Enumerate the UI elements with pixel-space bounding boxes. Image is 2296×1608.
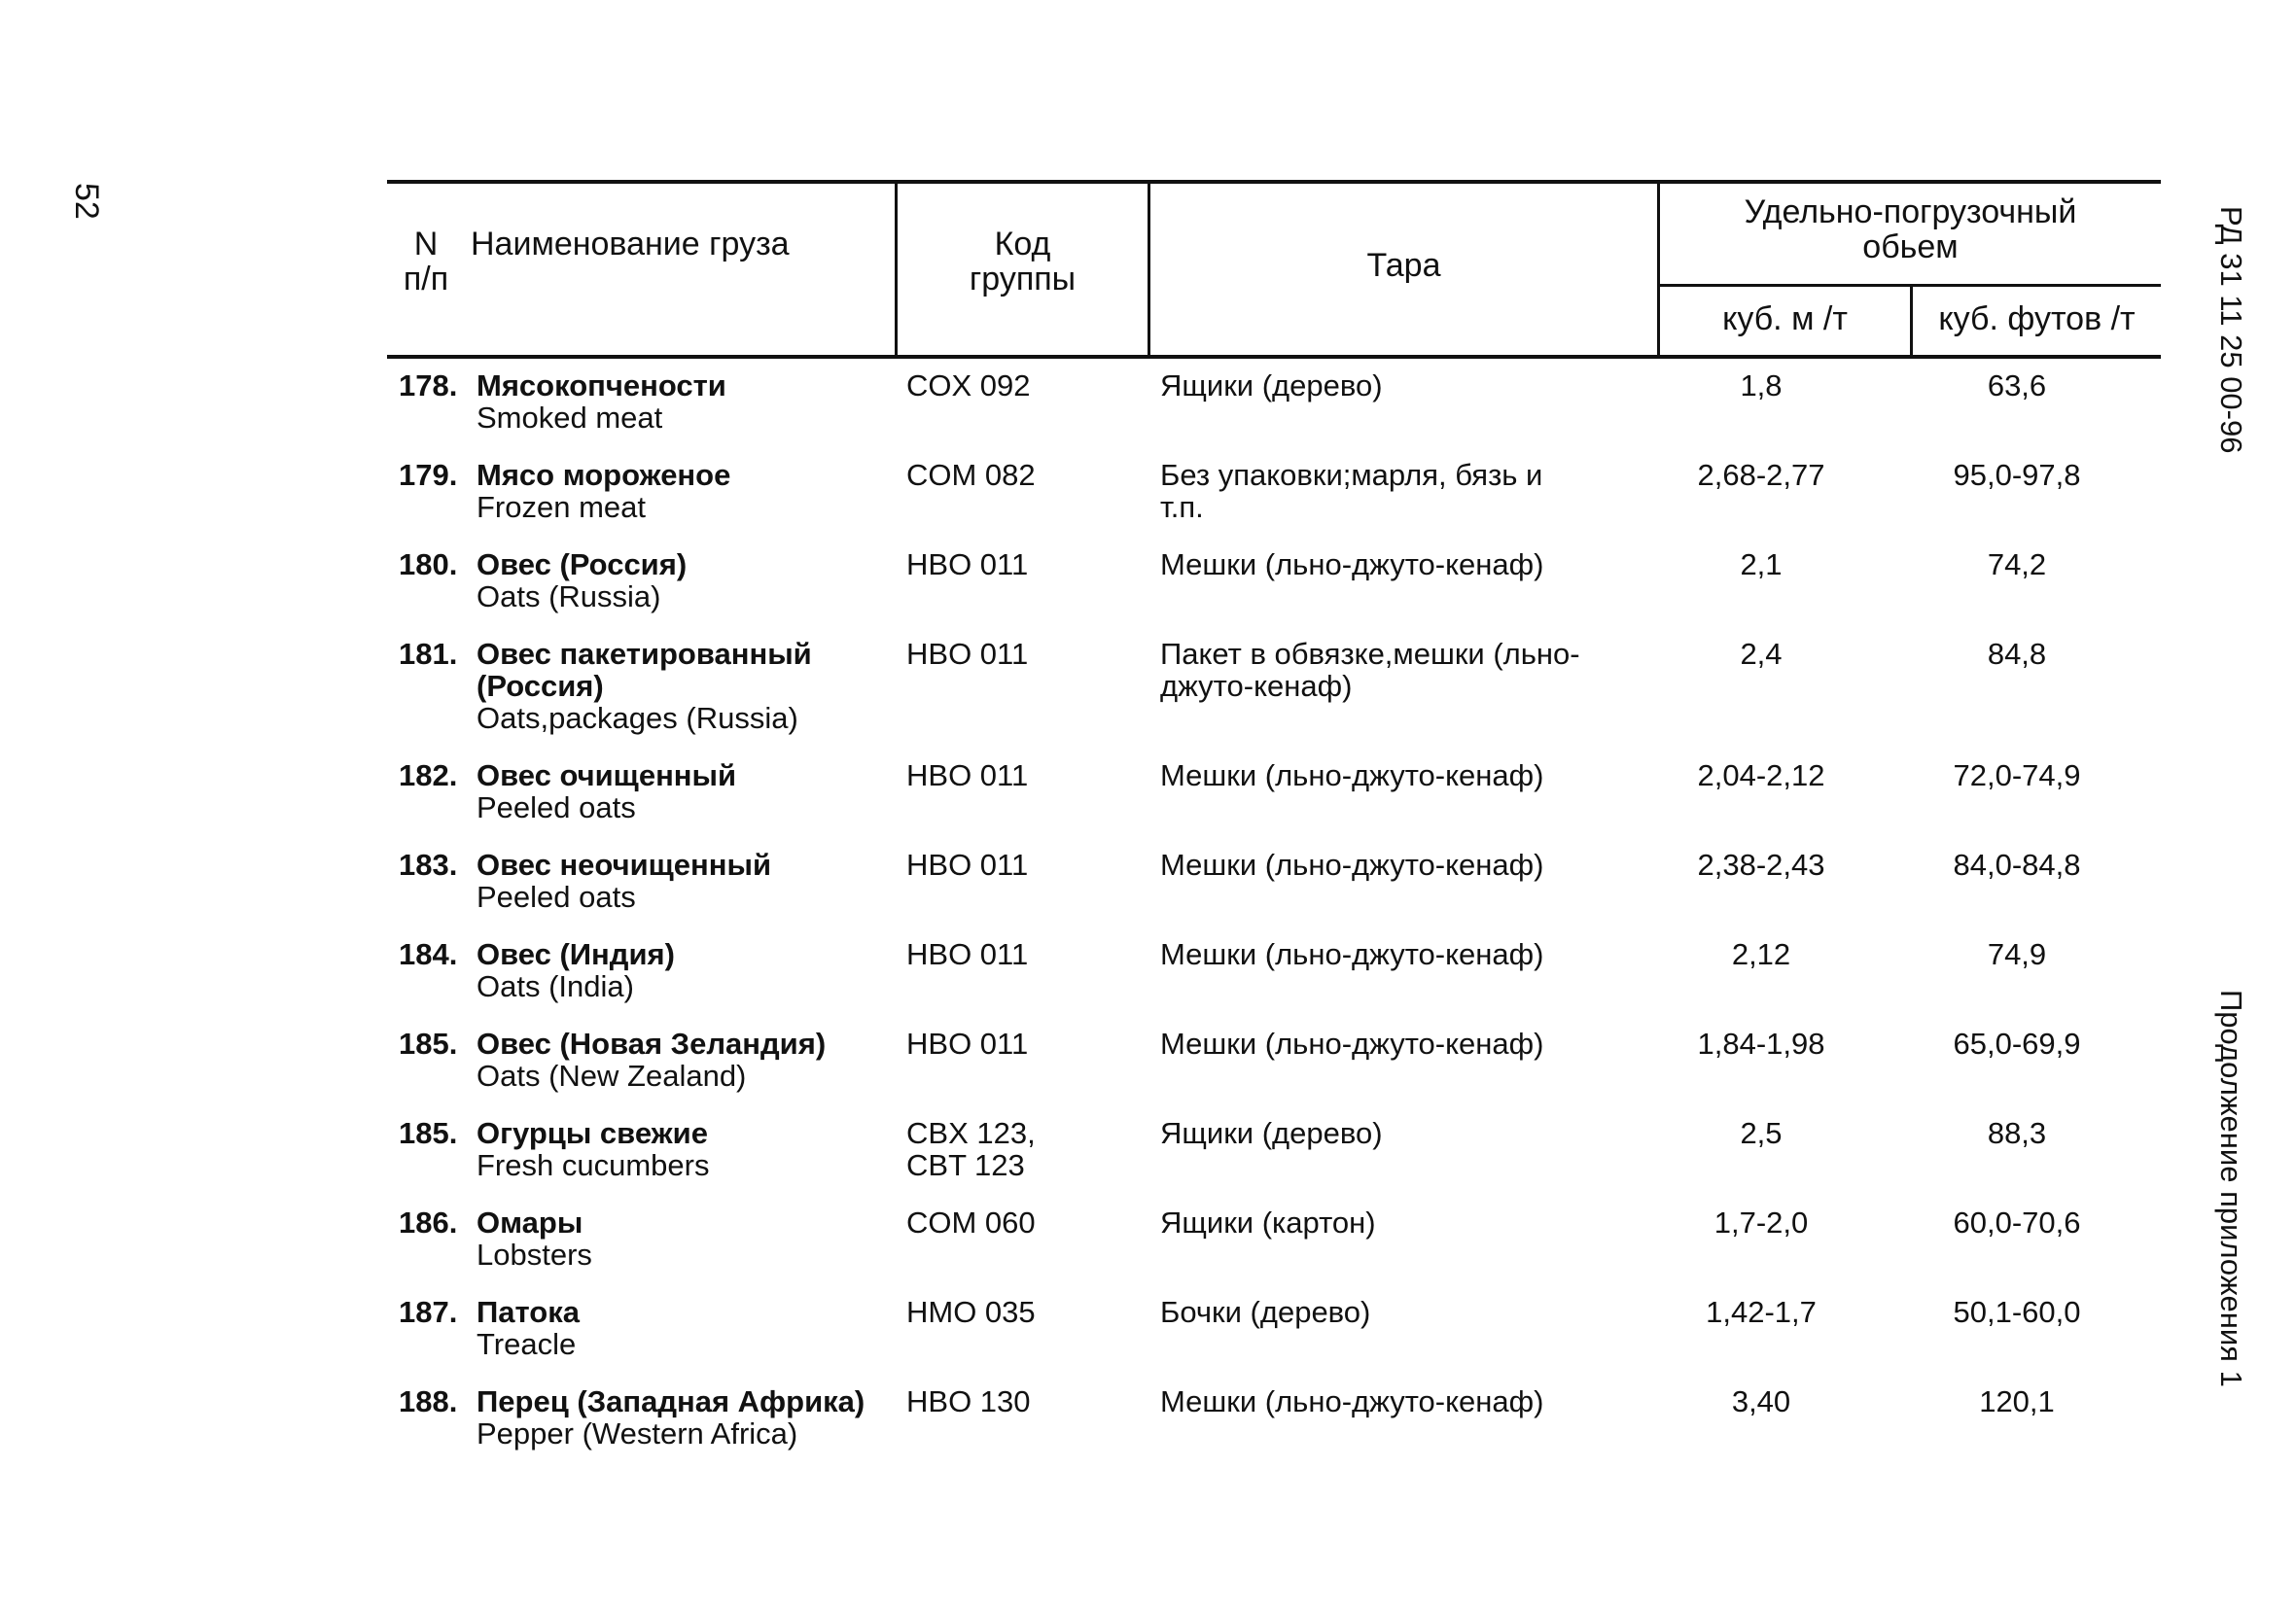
- row-number: 187.: [399, 1295, 458, 1329]
- table-row: [387, 1028, 2161, 1115]
- cargo-name: [477, 849, 885, 913]
- cargo-name-en: Oats (New Zealand): [477, 1059, 747, 1093]
- volume-ft3-per-t: 120,1: [1979, 1384, 2055, 1418]
- appendix-continuation-label: Продолжение приложения 1: [2214, 990, 2248, 1387]
- cargo-name-ru: Овес (Новая Зеландия): [477, 1027, 827, 1061]
- packaging: Мешки (льно-джуто-кенаф): [1160, 848, 1544, 882]
- group-code: HMO 035: [906, 1295, 1036, 1329]
- row-number: 188.: [399, 1384, 458, 1418]
- group-code: COM 082: [906, 458, 1036, 492]
- packaging: Ящики (дерево): [1160, 1116, 1383, 1150]
- cargo-name-en: Treacle: [477, 1327, 577, 1361]
- volume-ft3-per-t: 88,3: [1987, 1116, 2047, 1150]
- volume-m3-per-t: 2,1: [1740, 547, 1783, 581]
- group-code: HBO 011: [906, 937, 1029, 971]
- cargo-name-ru: Овес очищенный: [477, 758, 737, 792]
- cargo-name-ru: Овес (Россия): [477, 547, 688, 581]
- cargo-name-ru: Перец (Западная Африка): [477, 1384, 865, 1418]
- cargo-name: [477, 1117, 885, 1181]
- table-top-rule: [387, 180, 2161, 184]
- table-row: [387, 849, 2161, 936]
- volume-ft3-per-t: 95,0-97,8: [1953, 458, 2081, 492]
- cargo-name-en: Oats (India): [477, 969, 634, 1003]
- volume-ft3-per-t: 50,1-60,0: [1953, 1295, 2081, 1329]
- volume-m3-per-t: 1,84-1,98: [1697, 1027, 1825, 1061]
- group-code: HBO 130: [906, 1384, 1031, 1418]
- cargo-name-ru: Патока: [477, 1295, 580, 1329]
- cargo-name-ru: Овес неочищенный: [477, 848, 772, 882]
- cargo-table: [387, 180, 2161, 1473]
- table-row: [387, 1206, 2161, 1294]
- volume-ft3-per-t: 63,6: [1987, 368, 2047, 402]
- packaging: Мешки (льно-джуто-кенаф): [1160, 1384, 1544, 1418]
- volume-m3-per-t: 1,7-2,0: [1713, 1206, 1809, 1240]
- group-code: COX 092: [906, 368, 1031, 402]
- cargo-name: [477, 369, 885, 434]
- volume-ft3-per-t: 60,0-70,6: [1953, 1206, 2081, 1240]
- cargo-name-en: Pepper (Western Africa): [477, 1416, 798, 1451]
- volume-ft3-per-t: 74,2: [1987, 547, 2047, 581]
- volume-ft3-per-t: 65,0-69,9: [1953, 1027, 2081, 1061]
- volume-m3-per-t: 2,68-2,77: [1697, 458, 1825, 492]
- cargo-name-en: Frozen meat: [477, 490, 647, 524]
- group-code: HBO 011: [906, 848, 1029, 882]
- group-code: HBO 011: [906, 1027, 1029, 1061]
- row-number: 183.: [399, 848, 458, 882]
- row-number: 185.: [399, 1027, 458, 1061]
- header-num: N п/п: [403, 226, 449, 297]
- row-number: 179.: [399, 458, 458, 492]
- volume-m3-per-t: 3,40: [1731, 1384, 1791, 1418]
- cargo-name-ru: Мясо мороженое: [477, 458, 731, 492]
- header-group-code: Код группы: [969, 226, 1077, 297]
- header-bottom-rule: [387, 355, 2161, 359]
- cargo-name: [477, 638, 885, 734]
- page-number: 52: [68, 183, 105, 220]
- cargo-name-ru: Мясокопчености: [477, 368, 726, 402]
- volume-header-divider: [1657, 284, 2161, 287]
- row-number: 181.: [399, 637, 458, 671]
- volume-m3-per-t: 2,38-2,43: [1697, 848, 1825, 882]
- volume-m3-per-t: 1,42-1,7: [1706, 1295, 1817, 1329]
- packaging: Бочки (дерево): [1160, 1295, 1371, 1329]
- volume-ft3-per-t: 74,9: [1987, 937, 2047, 971]
- cargo-name-en: Lobsters: [477, 1238, 592, 1272]
- volume-m3-per-t: 2,5: [1740, 1116, 1783, 1150]
- table-row: [387, 548, 2161, 636]
- cargo-name-ru: Омары: [477, 1206, 583, 1240]
- cargo-name: [477, 1206, 885, 1271]
- packaging: Мешки (льно-джуто-кенаф): [1160, 937, 1544, 971]
- row-number: 182.: [399, 758, 458, 792]
- row-number: 185.: [399, 1116, 458, 1150]
- table-row: [387, 637, 2161, 735]
- packaging: Пакет в обвязке,мешки (льно-джуто-кенаф): [1160, 637, 1580, 703]
- volume-ft3-per-t: 84,0-84,8: [1953, 848, 2081, 882]
- table-row: [387, 759, 2161, 847]
- packaging: Мешки (льно-джуто-кенаф): [1160, 758, 1544, 792]
- table-row: [387, 1296, 2161, 1383]
- header-cargo-name: Наименование груза: [471, 226, 790, 262]
- cargo-name: [477, 548, 885, 612]
- group-code: HBO 011: [906, 637, 1029, 671]
- cargo-name-en: Smoked meat: [477, 401, 663, 435]
- cargo-name-ru: Огурцы свежие: [477, 1116, 708, 1150]
- row-number: 178.: [399, 368, 458, 402]
- header-unit-m3: куб. м /т: [1722, 300, 1848, 337]
- header-packaging: Тара: [1366, 247, 1441, 284]
- volume-m3-per-t: 2,4: [1740, 637, 1783, 671]
- volume-m3-per-t: 2,04-2,12: [1697, 758, 1825, 792]
- cargo-name: [477, 1385, 885, 1450]
- table-row: [387, 459, 2161, 546]
- packaging: Без упаковки;марля, бязь и т.п.: [1160, 458, 1543, 524]
- group-code: HBO 011: [906, 547, 1029, 581]
- cargo-name-en: Fresh cucumbers: [477, 1148, 710, 1182]
- packaging: Мешки (льно-джуто-кенаф): [1160, 1027, 1544, 1061]
- volume-ft3-per-t: 84,8: [1987, 637, 2047, 671]
- cargo-name: [477, 938, 885, 1002]
- table-row: [387, 938, 2161, 1026]
- cargo-name-en: Peeled oats: [477, 790, 636, 824]
- group-code: COM 060: [906, 1206, 1036, 1240]
- packaging: Ящики (картон): [1160, 1206, 1376, 1240]
- cargo-name: [477, 1296, 885, 1360]
- cargo-name: [477, 1028, 885, 1092]
- row-number: 186.: [399, 1206, 458, 1240]
- volume-m3-per-t: 2,12: [1731, 937, 1791, 971]
- cargo-name: [477, 759, 885, 823]
- table-row: [387, 1117, 2161, 1205]
- document-code: РД 31 11 25 00-96: [2214, 206, 2248, 454]
- table-row: [387, 1385, 2161, 1473]
- cargo-name-en: Oats,packages (Russia): [477, 701, 798, 735]
- cargo-name-ru: Овес пакетированный (Россия): [477, 637, 812, 703]
- header-specific-volume: Удельно-погрузочный обьем: [1744, 193, 2077, 265]
- table-row: [387, 369, 2161, 457]
- packaging: Ящики (дерево): [1160, 368, 1383, 402]
- row-number: 180.: [399, 547, 458, 581]
- group-code: CBX 123, CBT 123: [906, 1116, 1036, 1182]
- row-number: 184.: [399, 937, 458, 971]
- cargo-name-en: Peeled oats: [477, 880, 636, 914]
- group-code: HBO 011: [906, 758, 1029, 792]
- cargo-name-ru: Овес (Индия): [477, 937, 675, 971]
- volume-ft3-per-t: 72,0-74,9: [1953, 758, 2081, 792]
- volume-m3-per-t: 1,8: [1740, 368, 1783, 402]
- cargo-name: [477, 459, 885, 523]
- packaging: Мешки (льно-джуто-кенаф): [1160, 547, 1544, 581]
- header-unit-ft3: куб. футов /т: [1938, 300, 2136, 337]
- cargo-name-en: Oats (Russia): [477, 579, 661, 613]
